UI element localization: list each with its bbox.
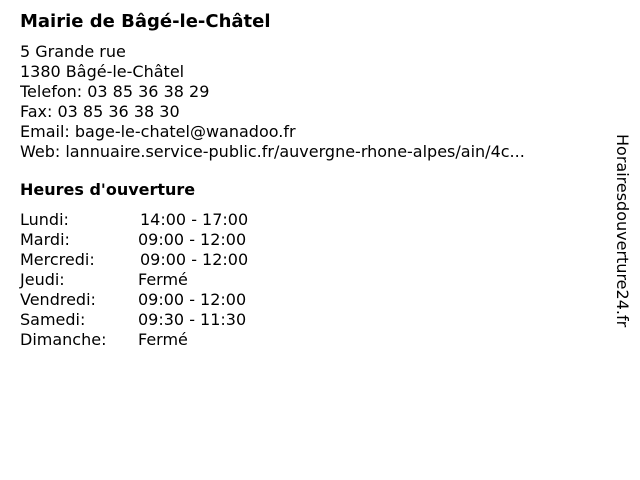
email-line: Email: bage-le-chatel@wanadoo.fr <box>20 122 296 141</box>
time-value: 09:00 - 12:00 <box>140 250 249 269</box>
day-label: Mardi: <box>20 230 70 249</box>
hours-row-tuesday <box>20 230 600 250</box>
address-street: 5 Grande rue <box>20 42 126 61</box>
time-value: Fermé <box>138 270 188 289</box>
phone-line: Telefon: 03 85 36 38 29 <box>20 82 210 101</box>
day-label: Jeudi: <box>20 270 65 289</box>
hours-row-wednesday <box>20 250 600 270</box>
web-line: Web: lannuaire.service-public.fr/auvergne-rhone-alpes/ain/4c... <box>20 142 525 161</box>
fax-line: Fax: 03 85 36 38 30 <box>20 102 180 121</box>
opening-hours-heading: Heures d'ouverture <box>20 180 196 199</box>
hours-row-monday <box>20 210 600 230</box>
time-value: 14:00 - 17:00 <box>140 210 249 229</box>
time-value: 09:00 - 12:00 <box>138 290 247 309</box>
time-value: 09:30 - 11:30 <box>138 310 247 329</box>
hours-row-sunday <box>20 330 600 350</box>
day-label: Dimanche: <box>20 330 107 349</box>
hours-row-saturday <box>20 310 600 330</box>
time-value: Fermé <box>138 330 188 349</box>
opening-hours-table <box>20 210 600 350</box>
place-title: Mairie de Bâgé-le-Châtel <box>20 11 271 32</box>
site-watermark: Horairesdouverture24.fr <box>613 134 632 328</box>
hours-row-thursday <box>20 270 600 290</box>
time-value: 09:00 - 12:00 <box>138 230 247 249</box>
day-label: Lundi: <box>20 210 69 229</box>
day-label: Samedi: <box>20 310 86 329</box>
address-city: 1380 Bâgé-le-Châtel <box>20 62 185 81</box>
place-card <box>20 10 600 350</box>
contact-block <box>20 42 600 162</box>
day-label: Vendredi: <box>20 290 96 309</box>
hours-row-friday <box>20 290 600 310</box>
day-label: Mercredi: <box>20 250 95 269</box>
